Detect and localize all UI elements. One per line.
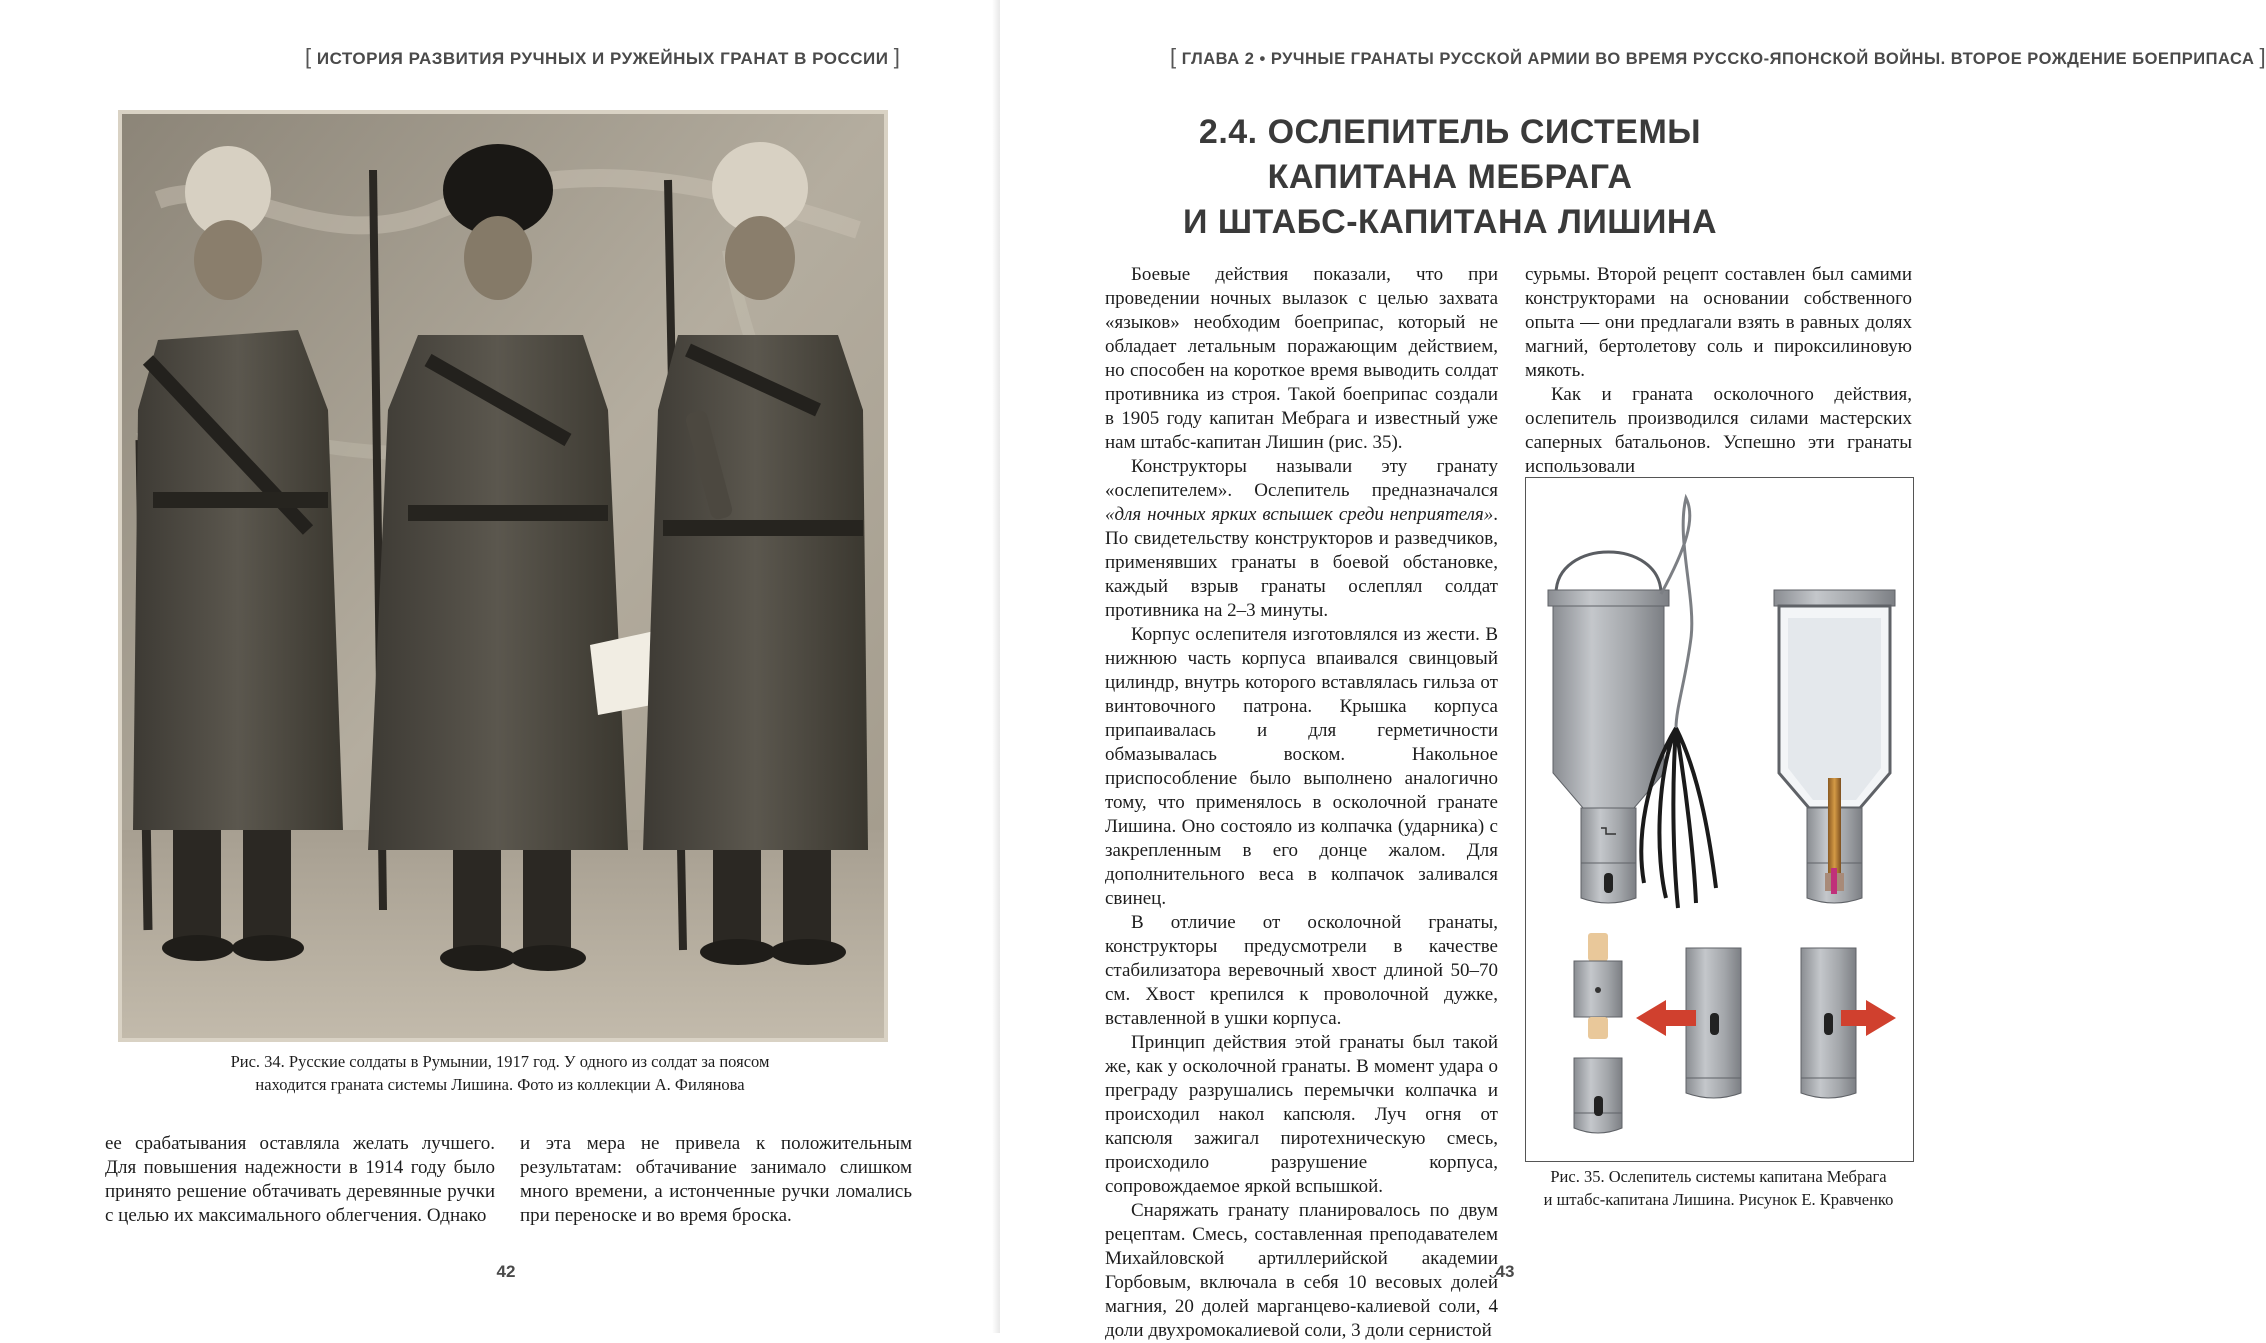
- right-text-column-2: сурьмы. Второй рецепт составлен был самими конструкторами на основании собственного опыта — они предлагали взять в равных долях магний, бертолетову соль и пироксилиновую мякоть. Как и граната осколочного действия, ослепитель производился силами мастерских саперных батальонов. Успешно эти гранаты использовали: [1525, 264, 1912, 477]
- grenade-exterior: [1548, 552, 1669, 903]
- right-text-column-1: Боевые действия показали, что при проведении ночных вылазок с целью захвата «языков» необходим боеприпас, который не обладает летальным поражающим действием, но способен на короткое время выводить солдат противника из строя. Такой боеприпас создали в 1905 году капитан Мебрага и известный уже нам штабс-капитан Лишин (рис. 35). Конструкторы называли эту гранату «ослепителем». Ослепитель предназначался «для ночных ярких вспышек среди неприятеля». По свидетельству конструкторов и разведчиков, применявших гранаты в боевой обстановке, каждый взрыв гранаты ослеплял солдат противника на 2–3 минуты. Корпус ослепителя изготовлялся из жести. В нижнюю часть корпуса впаивался свинцовый цилиндр, внутрь которого вставлялась гильза от винтовочного патрона. Крышка корпуса припаивалась и для герметичности обмазывалась воском. Накольное приспособление было выполнено аналогично тому, что применялось в осколочной гранате Лишина. Оно состояло из колпачка (ударника) с закрепленным в его донце жалом. Для дополнительного веса в колпачок заливался свинец. В отличие от осколочной гранаты, конструкторы предусмотрели в качестве стабилизатора веревочный хвост длиной 50–70 см. Хвост крепился к проволочной дужке, вставленной в ушки корпуса. Принцип действия этой гранаты был такой же, как у осколочной гранаты. В момент удара о преграду разрушались перемычки колпачка и происходил накол капсюля. Луч огня от капсюля зажигал пиротехническую смесь, происходило разрушение корпуса, сопровождаемое яркой вспышкой. Снаряжать гранату планировалось по двум рецептам. Смесь, составленная преподавателем Михайловской артиллерийской академии Горбовым, включала в себя 10 весовых долей магния, 20 долей марганцево-калиевой соли, 4 доли двухромокалиевой соли, 3 доли сернистой: [1105, 264, 1498, 1341]
- running-head-right: [ ГЛАВА 2 • РУЧНЫЕ ГРАНАТЫ РУССКОЙ АРМИИ ВО ВРЕМЯ РУССКО-ЯПОНСКОЙ ВОЙНЫ. ВТОРОЕ РОЖДЕНИЕ БОЕПРИПАСА ]: [1170, 44, 2266, 69]
- running-head-left: [ ИСТОРИЯ РАЗВИТИЯ РУЧНЫХ И РУЖЕЙНЫХ ГРАНАТ В РОССИИ ]: [305, 44, 901, 69]
- fuze-body: [1574, 1058, 1622, 1133]
- fuze-right-arrow: [1801, 948, 1896, 1098]
- left-page: [0, 0, 1000, 1333]
- figure-35-caption: Рис. 35. Ослепитель системы капитана Мебрага и штабс-капитана Лишина. Рисунок Е. Кравченко: [1543, 1167, 1894, 1209]
- page-number-left: 42: [496, 1262, 516, 1281]
- page-number-right: 43: [1495, 1262, 1515, 1281]
- grenade-cutaway: [1774, 590, 1895, 903]
- left-text-column-1: ее срабатывания оставляла желать лучшего. Для повышения надежности в 1914 году было принято решение обтачивать деревянные ручки с целью их максимального облегчения. Однако: [105, 1133, 495, 1226]
- soldiers-photograph: [118, 110, 888, 1042]
- chapter-title: 2.4. ОСЛЕПИТЕЛЬ СИСТЕМЫ КАПИТАНА МЕБРАГА И ШТАБС-КАПИТАНА ЛИШИНА: [1182, 113, 1718, 241]
- fuze-cap: [1574, 933, 1622, 1039]
- fuze-left-arrow: [1636, 948, 1741, 1098]
- figure-34-caption: Рис. 34. Русские солдаты в Румынии, 1917 год. У одного из солдат за поясом находится граната системы Лишина. Фото из коллекции А. Филянова: [230, 1052, 770, 1094]
- figure-35-illustration: [1525, 477, 1914, 1162]
- left-text-column-2: и эта мера не привела к положительным результатам: обтачивание занимало слишком много времени, а истонченные ручки ломались при переноске и во время броска.: [520, 1133, 912, 1226]
